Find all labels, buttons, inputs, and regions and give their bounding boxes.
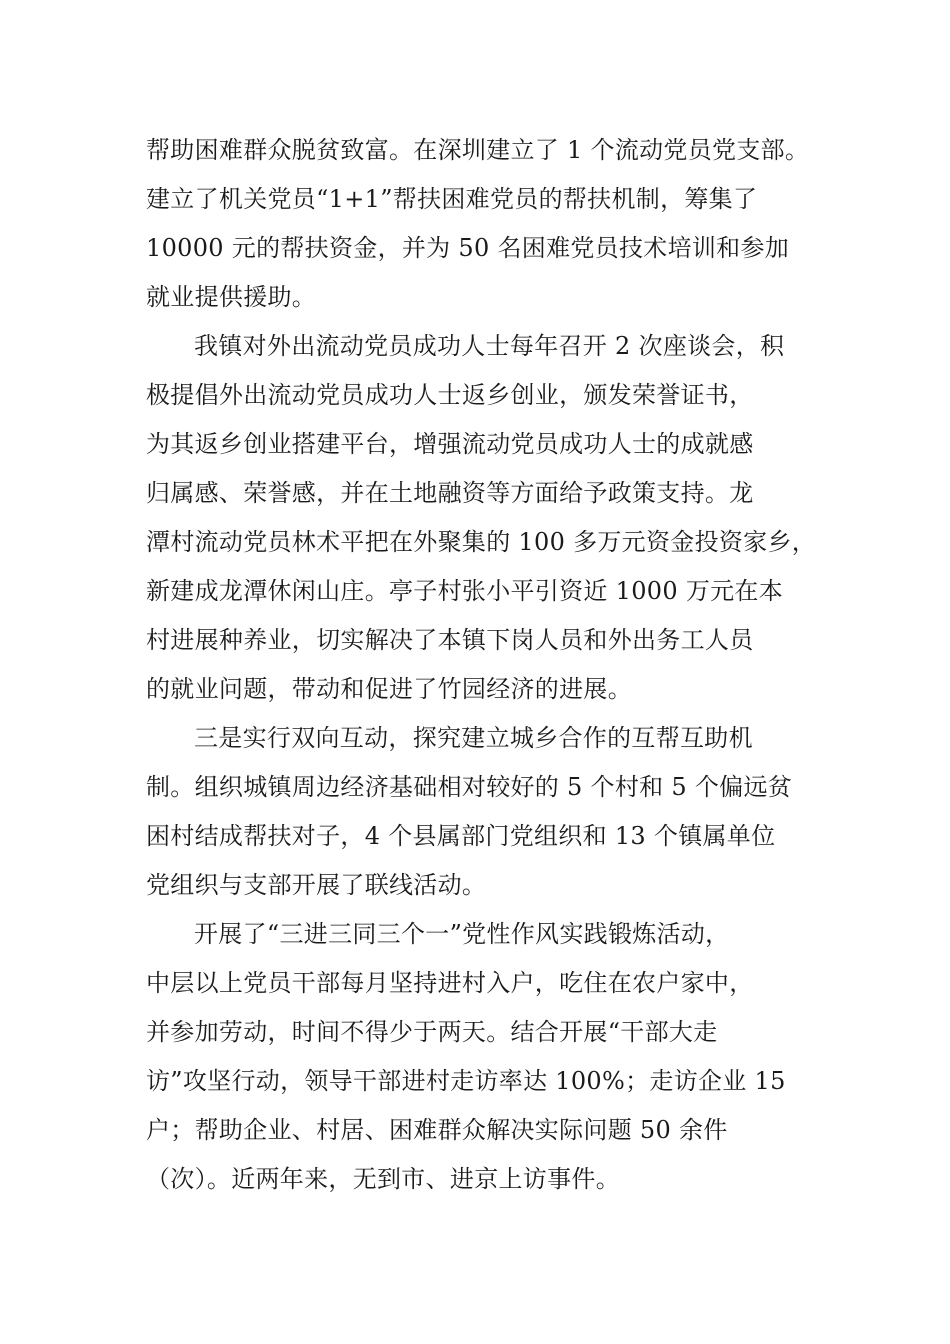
- paragraph-2-line-5: 潭村流动党员林术平把在外聚集的 100 多万元资金投资家乡，: [146, 528, 817, 556]
- document-body: [146, 126, 836, 1204]
- paragraph-2-line-2: 极提倡外出流动党员成功人士返乡创业，颁发荣誉证书，: [146, 381, 754, 409]
- paragraph-4-line-2: 中层以上党员干部每月坚持进村入户，吃住在农户家中，: [146, 969, 754, 997]
- paragraph-2-line-7: 村进展种养业，切实解决了本镇下岗人员和外出务工人员: [146, 626, 754, 654]
- paragraph-2-line-8: 的就业问题，带动和促进了竹园经济的进展。: [146, 675, 632, 703]
- text-line-1: 帮助困难群众脱贫致富。在深圳建立了 1 个流动党员党支部。: [146, 136, 810, 164]
- paragraph-4-line-4: 访”攻坚行动，领导干部进村走访率达 100%；走访企业 15: [146, 1067, 786, 1095]
- text-line-4: 就业提供援助。: [146, 283, 317, 311]
- paragraph-2-line-6: 新建成龙潭休闲山庄。亭子村张小平引资近 1000 万元在本: [146, 577, 784, 605]
- paragraph-4-line-1: 开展了“三进三同三个一”党性作风实践锻炼活动，: [194, 920, 730, 948]
- paragraph-3-line-3: 困村结成帮扶对子，4 个县属部门党组织和 13 个镇属单位: [146, 822, 776, 850]
- paragraph-3-line-2: 制。组织城镇周边经济基础相对较好的 5 个村和 5 个偏远贫: [146, 773, 793, 801]
- paragraph-4-line-3: 并参加劳动，时间不得少于两天。结合开展“干部大走: [146, 1018, 718, 1046]
- paragraph-2-line-4: 归属感、荣誉感，并在土地融资等方面给予政策支持。龙: [146, 479, 754, 507]
- paragraph-3-line-4: 党组织与支部开展了联线活动。: [146, 871, 487, 899]
- paragraph-4-line-5: 户；帮助企业、村居、困难群众解决实际问题 50 余件: [146, 1116, 728, 1144]
- paragraph-2-line-3: 为其返乡创业搭建平台，增强流动党员成功人士的成就感: [146, 430, 754, 458]
- text-line-3: 10000 元的帮扶资金，并为 50 名困难党员技术培训和参加: [146, 234, 790, 262]
- paragraph-4-line-6: （次）。近两年来，无到市、进京上访事件。: [146, 1165, 620, 1193]
- text-line-2: 建立了机关党员“1+1”帮扶困难党员的帮扶机制，筹集了: [146, 185, 758, 213]
- paragraph-2-line-1: 我镇对外出流动党员成功人士每年召开 2 次座谈会，积: [194, 332, 785, 360]
- paragraph-3-line-1: 三是实行双向互动，探究建立城乡合作的互帮互助机: [194, 724, 753, 752]
